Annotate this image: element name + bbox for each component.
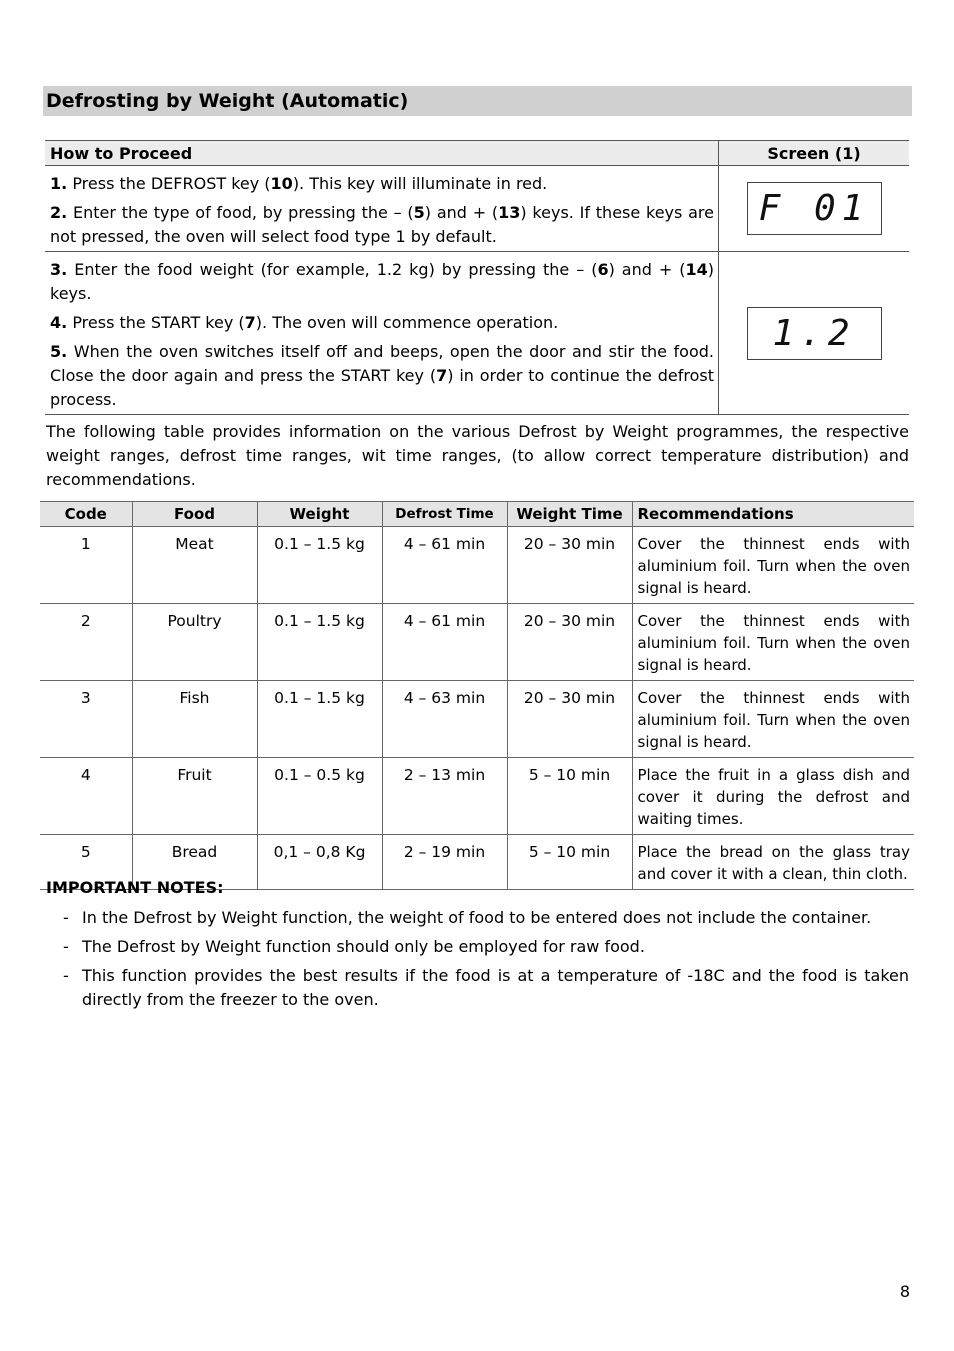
cell-code: 5 (40, 835, 132, 890)
note-text: The Defrost by Weight function should only be employed for raw food. (82, 937, 645, 956)
cell-recommendation: Cover the thinnest ends with aluminium foil. Turn when the oven signal is heard. (632, 527, 914, 604)
cell-defrost-time: 2 – 13 min (382, 758, 507, 835)
col-header-defrost-time: Defrost Time (382, 502, 507, 527)
procedure-header-row (45, 141, 909, 166)
step-text: ) in order to continue the defrost process. (50, 366, 714, 409)
key-number: 13 (498, 203, 521, 222)
list-item (46, 906, 909, 930)
cell-recommendation: Cover the thinnest ends with aluminium foil. Turn when the oven signal is heard. (632, 681, 914, 758)
key-number: 7 (244, 313, 256, 332)
page-number: 8 (899, 1282, 910, 1301)
list-item (46, 964, 909, 1012)
table-row (40, 758, 914, 835)
procedure-steps-1 (45, 166, 719, 252)
cell-weight: 0,1 – 0,8 Kg (257, 835, 382, 890)
procedure-group-1 (45, 166, 909, 252)
cell-recommendation: Cover the thinnest ends with aluminium foil. Turn when the oven signal is heard. (632, 604, 914, 681)
step-text: ) keys. (50, 260, 714, 303)
step-text: Enter the type of food, by pressing the – ( (73, 203, 414, 222)
cell-weight-time: 5 – 10 min (507, 835, 632, 890)
col-header-recommendations: Recommendations (632, 502, 914, 527)
step-4 (50, 311, 714, 335)
cell-code: 4 (40, 758, 132, 835)
step-3 (50, 258, 714, 306)
section-title: Defrosting by Weight (Automatic) (43, 86, 912, 116)
cell-food: Fruit (132, 758, 257, 835)
cell-recommendation: Place the fruit in a glass dish and cover it during the defrost and waiting times. (632, 758, 914, 835)
step-number: 1. (50, 174, 68, 193)
key-number: 6 (597, 260, 609, 279)
cell-weight: 0.1 – 1.5 kg (257, 681, 382, 758)
step-text: ). This key will illuminate in red. (292, 174, 548, 193)
cell-food: Fish (132, 681, 257, 758)
display-screen-food-type: F 01 (747, 182, 882, 235)
cell-code: 1 (40, 527, 132, 604)
header-how-to-proceed: How to Proceed (45, 141, 719, 166)
step-number: 2. (50, 203, 68, 222)
procedure-table (45, 140, 909, 415)
step-text: ) and + ( (608, 260, 686, 279)
cell-food: Poultry (132, 604, 257, 681)
bullet-dash: - (63, 908, 69, 927)
screen-cell-2 (719, 252, 910, 415)
important-notes (46, 876, 909, 1017)
display-screen-weight: 1.2 (747, 307, 882, 360)
programme-header-row (40, 502, 914, 527)
step-text: Press the DEFROST key ( (72, 174, 271, 193)
step-text: Press the START key ( (72, 313, 245, 332)
step-2 (50, 201, 714, 249)
bullet-dash: - (63, 966, 69, 985)
step-number: 3. (50, 260, 68, 279)
step-5 (50, 340, 714, 412)
programme-table (40, 501, 914, 890)
cell-defrost-time: 2 – 19 min (382, 835, 507, 890)
cell-weight: 0.1 – 1.5 kg (257, 527, 382, 604)
cell-code: 3 (40, 681, 132, 758)
col-header-food: Food (132, 502, 257, 527)
header-screen: Screen (1) (719, 141, 910, 166)
col-header-code: Code (40, 502, 132, 527)
step-1 (50, 172, 714, 196)
cell-weight-time: 20 – 30 min (507, 681, 632, 758)
bullet-dash: - (63, 937, 69, 956)
screen-cell-1 (719, 166, 910, 252)
key-number: 10 (270, 174, 293, 193)
notes-list (46, 906, 909, 1012)
key-number: 5 (413, 203, 425, 222)
note-text: In the Defrost by Weight function, the weight of food to be entered does not include the container. (82, 908, 872, 927)
col-header-weight: Weight (257, 502, 382, 527)
table-row (40, 604, 914, 681)
cell-recommendation: Place the bread on the glass tray and cover it with a clean, thin cloth. (632, 835, 914, 890)
step-number: 4. (50, 313, 68, 332)
cell-weight: 0.1 – 1.5 kg (257, 604, 382, 681)
step-text: When the oven switches itself off and beeps, open the door and stir the food. Close the door again and press the START key ( (50, 342, 714, 385)
cell-weight-time: 20 – 30 min (507, 604, 632, 681)
step-text: ) keys. If these keys are not pressed, the oven will select food type 1 by default. (50, 203, 715, 246)
cell-code: 2 (40, 604, 132, 681)
cell-weight-time: 5 – 10 min (507, 758, 632, 835)
notes-title: IMPORTANT NOTES: (46, 878, 224, 897)
step-text: ) and + ( (424, 203, 499, 222)
cell-defrost-time: 4 – 61 min (382, 527, 507, 604)
intro-paragraph: The following table provides information on the various Defrost by Weight programmes, the respective weight ranges, defrost time ranges, wit time ranges, (to allow correct temperature distribution) and recommendations. (46, 422, 909, 489)
step-text: ). The oven will commence operation. (255, 313, 559, 332)
table-row (40, 681, 914, 758)
procedure-steps-2 (45, 252, 719, 415)
cell-defrost-time: 4 – 63 min (382, 681, 507, 758)
step-number: 5. (50, 342, 68, 361)
col-header-weight-time: Weight Time (507, 502, 632, 527)
cell-food: Meat (132, 527, 257, 604)
list-item (46, 935, 909, 959)
note-text: This function provides the best results if the food is at a temperature of -18C and the food is taken directly from the freezer to the oven. (82, 966, 909, 1009)
cell-weight-time: 20 – 30 min (507, 527, 632, 604)
cell-food: Bread (132, 835, 257, 890)
key-number: 14 (685, 260, 708, 279)
table-row (40, 527, 914, 604)
procedure-group-2 (45, 252, 909, 415)
step-text: Enter the food weight (for example, 1.2 kg) by pressing the – ( (74, 260, 598, 279)
key-number: 7 (436, 366, 448, 385)
cell-defrost-time: 4 – 61 min (382, 604, 507, 681)
cell-weight: 0.1 – 0.5 kg (257, 758, 382, 835)
